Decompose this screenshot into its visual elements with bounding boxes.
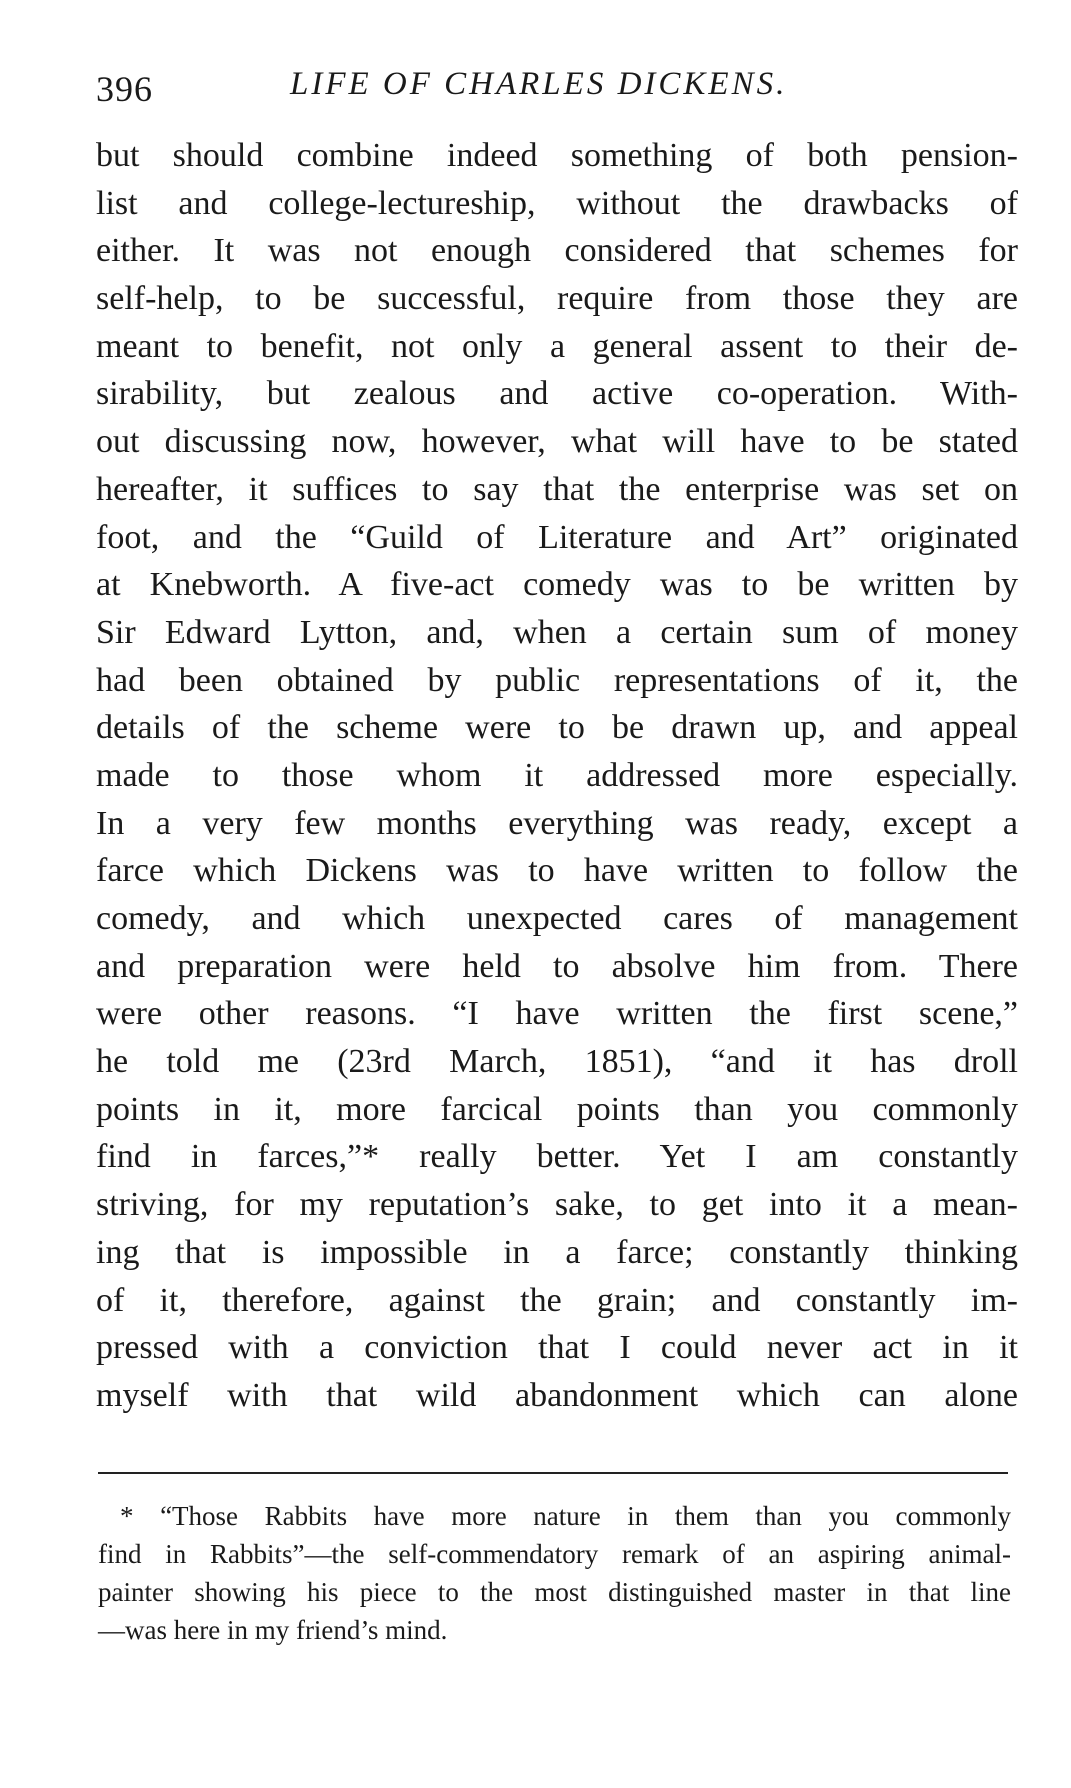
text-line: either. It was not enough considered that schemes for bbox=[96, 232, 1018, 270]
text-line: meant to benefit, not only a general assent to their de- bbox=[96, 327, 1018, 365]
text-line: comedy, and which unexpected cares of management bbox=[96, 900, 1018, 937]
text-line: he told me (23rd March, 1851), “and it has droll bbox=[96, 1043, 1018, 1081]
text-line: sirability, but zealous and active co-operation. With- bbox=[96, 375, 1018, 413]
text-line: find in farces,”* really better. Yet I am constantly bbox=[96, 1138, 1018, 1176]
page-number: 396 bbox=[96, 69, 153, 109]
body-text bbox=[96, 132, 1018, 1420]
text-line: of it, therefore, against the grain; and constantly im- bbox=[96, 1281, 1018, 1319]
text-line: at Knebworth. A five-act comedy was to be written by bbox=[96, 566, 1018, 604]
text-line: foot, and the “Guild of Literature and Art” originated bbox=[96, 518, 1018, 556]
text-line: made to those whom it addressed more especially. bbox=[96, 756, 1018, 794]
text-line: myself with that wild abandonment which can alone bbox=[96, 1376, 1018, 1414]
running-title: LIFE OF CHARLES DICKENS. bbox=[290, 66, 788, 102]
text-line: striving, for my reputation’s sake, to get into it a mean- bbox=[96, 1186, 1018, 1224]
text-line: self-help, to be successful, require from those they are bbox=[96, 280, 1018, 318]
text-line: but should combine indeed something of both pension- bbox=[96, 137, 1018, 174]
footnote-line: painter showing his piece to the most distinguished master in that line bbox=[98, 1577, 1011, 1607]
text-line: had been obtained by public representations of it, the bbox=[96, 661, 1018, 699]
text-line: pressed with a conviction that I could never act in it bbox=[96, 1329, 1018, 1367]
text-line: were other reasons. “I have written the first scene,” bbox=[96, 995, 1018, 1033]
text-line: farce which Dickens was to have written to follow the bbox=[96, 852, 1018, 890]
footnote-line: * “Those Rabbits have more nature in them than you commonly bbox=[120, 1501, 1011, 1531]
text-line: and preparation were held to absolve him from. There bbox=[96, 947, 1018, 985]
page-header bbox=[96, 62, 886, 112]
text-line: Sir Edward Lytton, and, when a certain sum of money bbox=[96, 613, 1018, 651]
text-line: ing that is impossible in a farce; constantly thinking bbox=[96, 1233, 1018, 1271]
text-line: In a very few months everything was ready, except a bbox=[96, 804, 1018, 842]
text-line: list and college-lectureship, without the drawbacks of bbox=[96, 184, 1018, 222]
text-line: details of the scheme were to be drawn up, and appeal bbox=[96, 709, 1018, 747]
footnote-line: —was here in my friend’s mind. bbox=[98, 1615, 448, 1645]
text-line: points in it, more farcical points than you commonly bbox=[96, 1090, 1018, 1128]
footnote bbox=[98, 1497, 1011, 1649]
text-line: out discussing now, however, what will have to be stated bbox=[96, 423, 1018, 461]
footnote-line: find in Rabbits”—the self-commendatory remark of an aspiring animal- bbox=[98, 1539, 1011, 1569]
footnote-divider bbox=[98, 1472, 1008, 1474]
text-line: hereafter, it suffices to say that the enterprise was set on bbox=[96, 470, 1018, 508]
